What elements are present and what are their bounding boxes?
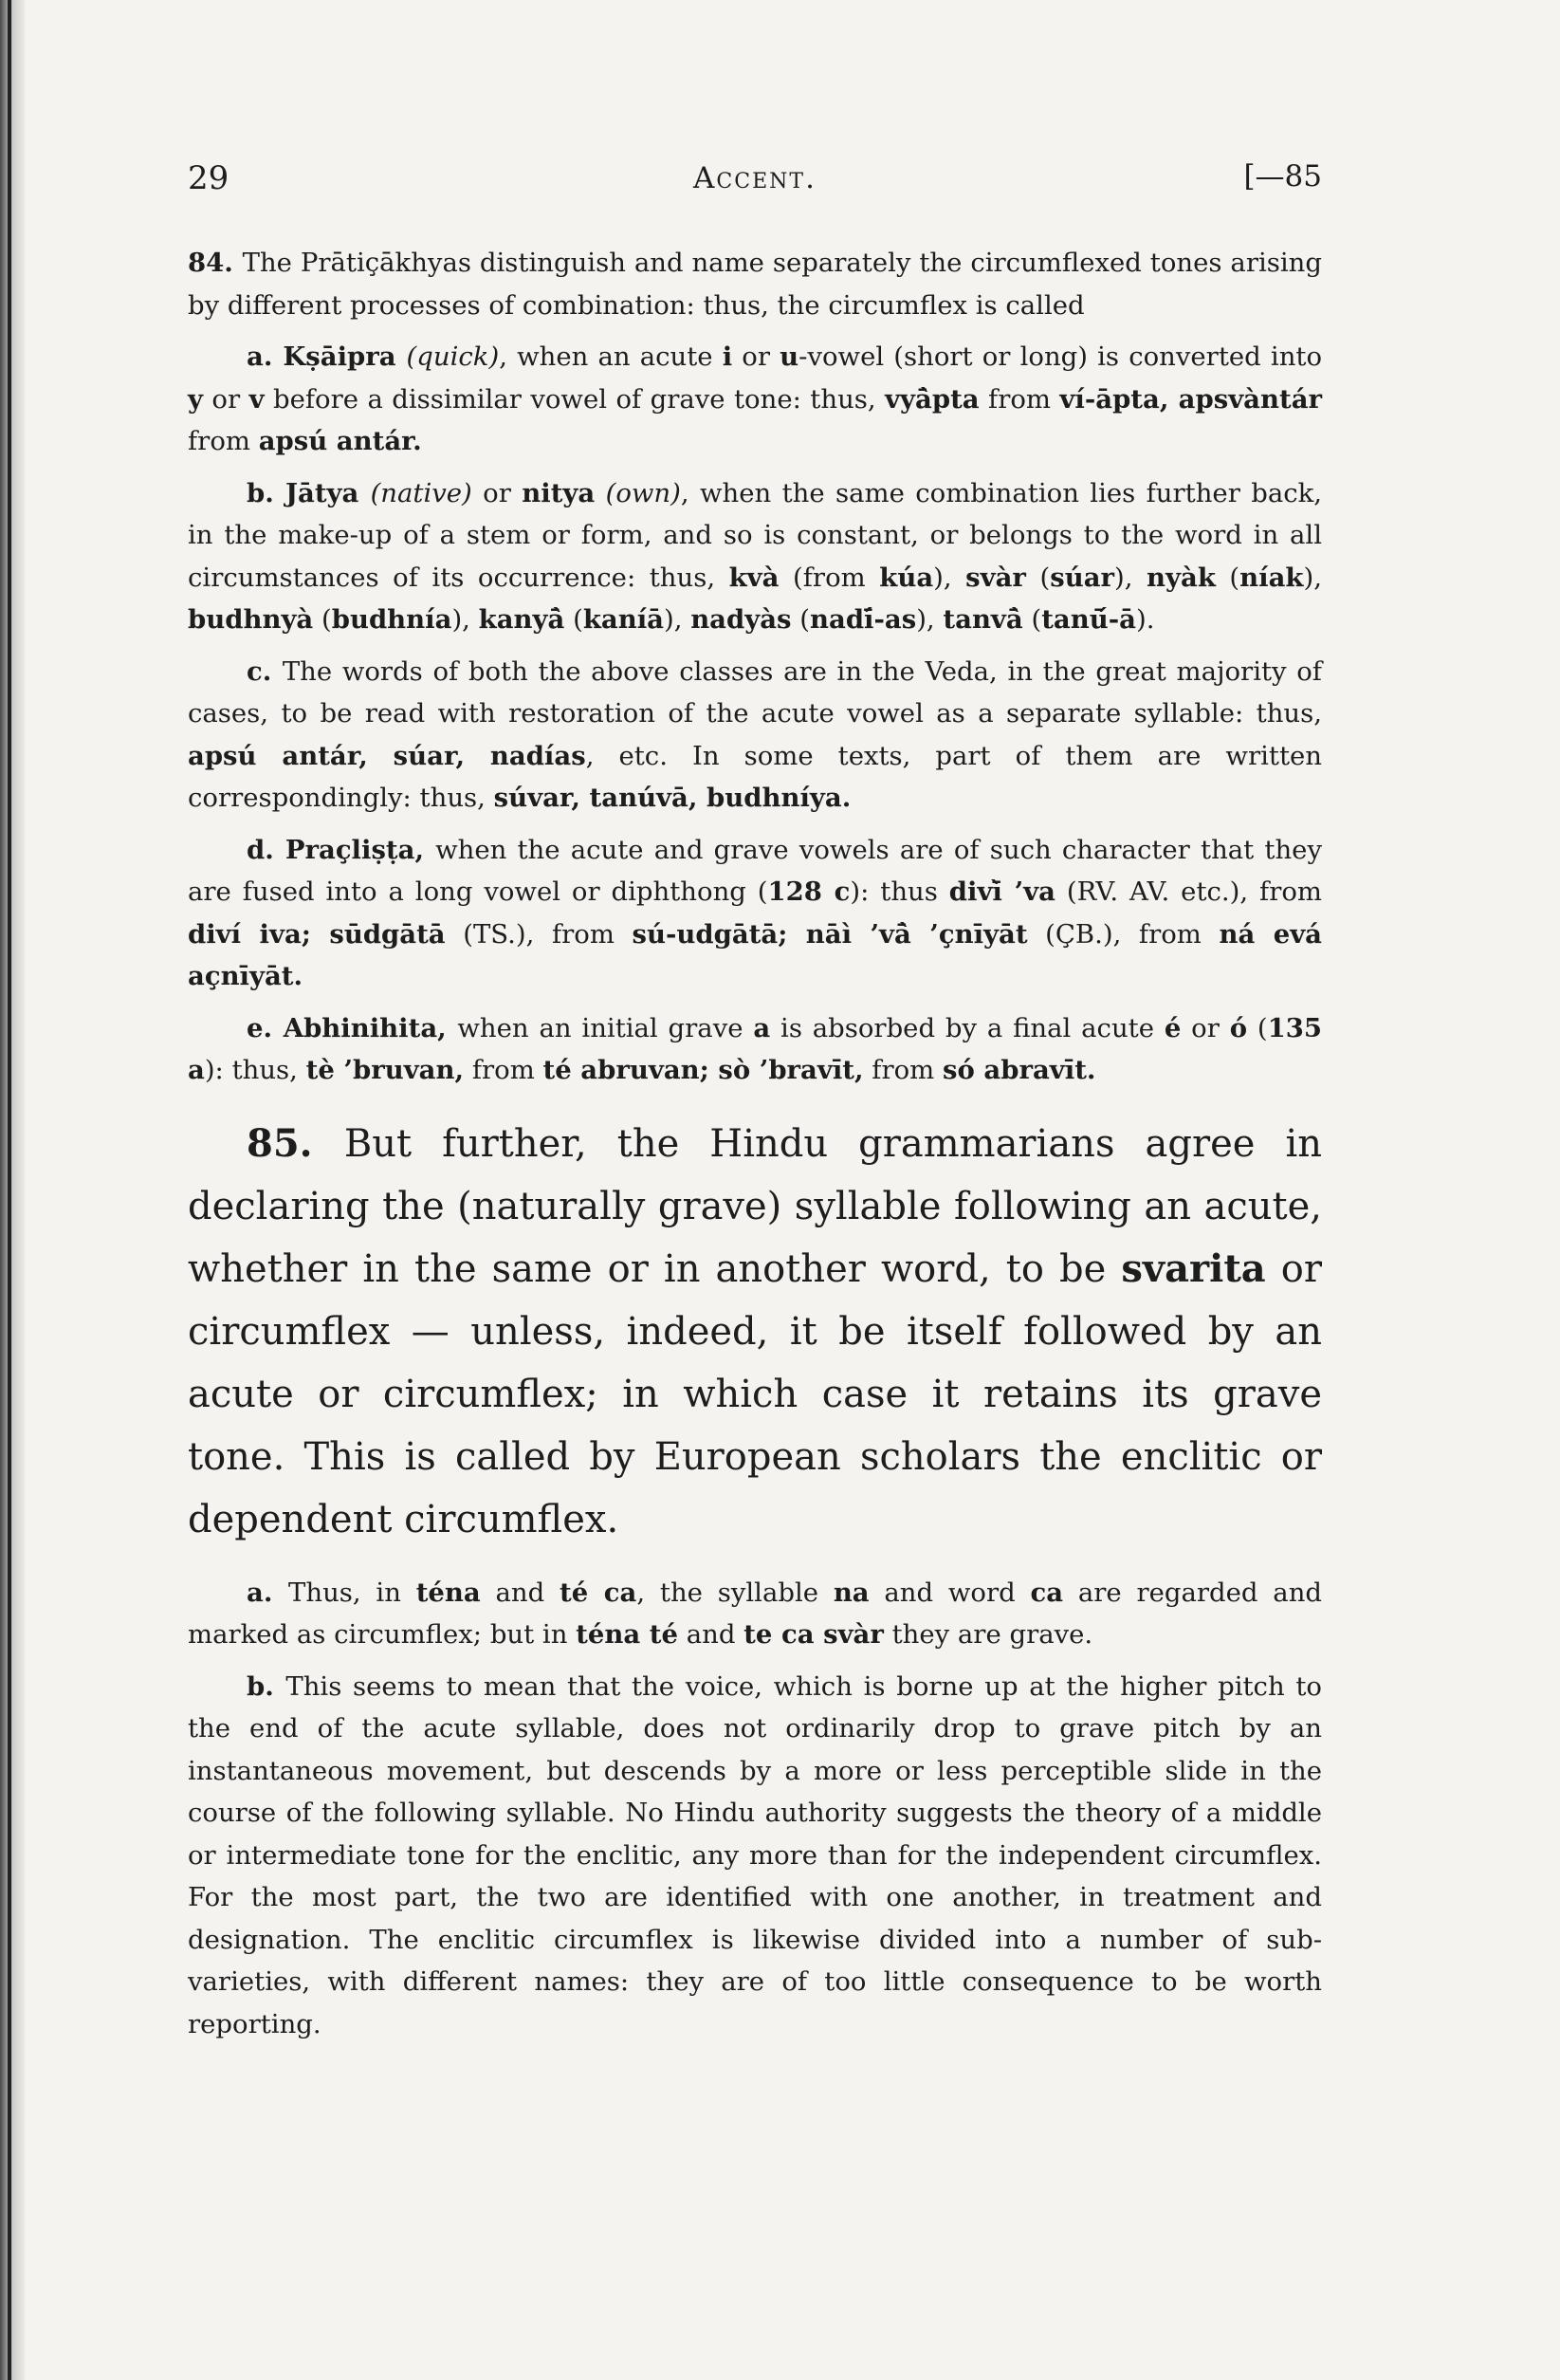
text-run: tanvā̀	[943, 604, 1023, 635]
text-run: 128 c	[767, 876, 851, 907]
text-run: súar	[1050, 562, 1115, 593]
text-run: ),	[451, 604, 479, 635]
text-run: c.	[247, 655, 283, 687]
text-run: ): thus,	[204, 1055, 306, 1085]
text-run: b.	[247, 1670, 286, 1702]
text-run: (own)	[605, 477, 681, 508]
text-run: (RV. AV. etc.), from	[1055, 876, 1322, 907]
text-run: -vowel (short or long) is converted into	[798, 341, 1323, 372]
para-84-intro	[188, 242, 1322, 326]
text-run: The Prātiçākhyas distinguish and name separately the circumflexed tones arising by different processes of combination: thus, the circumflex is called	[188, 248, 1322, 321]
text-run: (ÇB.), from	[1027, 918, 1220, 950]
text-run: nadī́-as	[810, 604, 917, 635]
text-run: ),	[916, 604, 944, 635]
para-85a	[188, 1572, 1322, 1656]
text-run: 135 a	[188, 1012, 1323, 1085]
text-run: , when an acute	[499, 341, 723, 372]
text-run: é	[1164, 1012, 1182, 1043]
running-title: Accent.	[693, 161, 817, 195]
para-84c	[188, 651, 1322, 820]
text-run: te ca svàr	[743, 1619, 884, 1650]
text-run: ),	[1303, 562, 1322, 593]
text-run: (from	[779, 562, 880, 593]
text-run: before a dissimilar vowel of grave tone: thus,	[264, 383, 886, 415]
text-run: kúa	[879, 562, 934, 593]
text-run: from	[464, 1055, 543, 1085]
text-run: they are grave.	[883, 1619, 1093, 1650]
text-run: a	[753, 1012, 771, 1043]
text-run: 85.	[247, 1120, 344, 1166]
text-run: 84.	[188, 248, 243, 278]
text-run: sú-udgātā; nāì ’vā̀ ’çnīyāt	[632, 918, 1028, 950]
text-run: Thus, in	[288, 1577, 416, 1608]
text-run: súvar, tanúvā, budhníya.	[493, 783, 852, 813]
text-run: a.	[247, 1577, 289, 1608]
scan-binding-line	[8, 0, 11, 2380]
text-run: (	[1022, 604, 1042, 635]
text-run: and word	[869, 1577, 1031, 1608]
text-run: or	[471, 477, 523, 508]
text-run: This seems to mean that the voice, which is borne up at the higher pitch to the end of the acute syllable, does not ordinarily drop to grave pitch by an instantaneous movement, but descends by a more or less perceptible slide in the course of the following syllable. No Hindu authority suggests the theory of a middle or intermediate tone for the enclitic, any more than for the independent circumflex. For the most part, the two are identified with one another, in treatment and designation. The enclitic circumflex is likewise divided into a number of sub-varieties, with different names: they are of too little consequence to be worth reporting.	[188, 1670, 1322, 2039]
section-reference: [—85	[1243, 159, 1322, 194]
text-run: tè ’bruvan,	[305, 1055, 465, 1085]
text-run: are regarded and marked as circumflex; but in	[188, 1577, 1323, 1650]
text-run: from	[979, 383, 1060, 415]
text-run: b. Jātya	[247, 477, 371, 508]
text-run: téna	[415, 1577, 481, 1608]
text-run: from	[863, 1055, 944, 1085]
text-run: , when the same combination lies further back, in the make-up of a stem or form, and so is constant, or belongs to the word in all circumstances of its occurrence: thus,	[188, 477, 1323, 593]
text-run: ): thus	[850, 876, 949, 907]
text-run: svarita	[1121, 1245, 1266, 1291]
text-run: tanū́-ā	[1041, 604, 1136, 635]
text-run: ó	[1229, 1012, 1248, 1043]
text-run: when an initial grave	[457, 1012, 754, 1043]
page-header	[188, 159, 1322, 207]
text-run: u	[780, 341, 799, 372]
para-85-main	[188, 1113, 1322, 1551]
text-run: ná evá açnīyāt.	[188, 918, 1323, 991]
text-run: nyàk	[1147, 562, 1216, 593]
para-84a-ksaipra	[188, 336, 1322, 463]
text-run: níak	[1239, 562, 1304, 593]
text-run: (	[313, 604, 332, 635]
text-run: ),	[663, 604, 691, 635]
text-run: té abruvan; sò ’bravīt,	[542, 1055, 864, 1085]
text-run: and	[480, 1577, 560, 1608]
text-run	[595, 478, 605, 508]
text-run: ca	[1030, 1577, 1064, 1608]
text-run: or	[1181, 1012, 1230, 1043]
text-run: té ca	[560, 1577, 637, 1608]
text-run: (quick)	[406, 341, 500, 372]
text-run: ).	[1135, 604, 1155, 635]
page-number: 29	[188, 159, 229, 197]
text-run: i	[722, 341, 733, 372]
text-run: ),	[1114, 562, 1147, 593]
scan-binding-edge	[0, 0, 25, 2380]
text-run: d. Praçliṣṭa,	[247, 834, 436, 865]
text-run: svàr	[965, 562, 1026, 593]
text-run: is absorbed by a final acute	[770, 1012, 1165, 1043]
text-run: when the acute and grave vowels are of such character that they are fused into a long vowel or diphthong (	[188, 834, 1322, 907]
text-run: (	[564, 604, 583, 635]
text-run: (TS.), from	[445, 918, 633, 950]
text-run: or	[732, 341, 780, 372]
text-run: , the syllable	[636, 1577, 834, 1608]
text-run: nadyàs	[690, 604, 792, 635]
para-85b	[188, 1666, 1322, 2046]
text-run: (	[791, 604, 810, 635]
text-run: kvà	[728, 562, 780, 593]
text-run: (	[1247, 1012, 1268, 1043]
text-run: na	[833, 1577, 870, 1608]
text-run: v	[248, 383, 265, 415]
para-84d-praclista	[188, 829, 1322, 998]
text-run: téna té	[576, 1619, 678, 1650]
para-84b-jatya	[188, 472, 1322, 641]
text-run: ),	[933, 562, 966, 593]
text-run: kaníā	[582, 604, 664, 635]
text-run: , etc. In some texts, part of them are written correspondingly: thus,	[188, 740, 1322, 813]
text-run: y	[188, 383, 203, 415]
para-84e-abhinihita	[188, 1007, 1322, 1092]
page-body	[188, 242, 1322, 2045]
text-run: or circumflex — unless, indeed, it be itself followed by an acute or circumflex; in which case it retains its grave tone. This is called by European scholars the enclitic or dependent circumflex.	[188, 1246, 1322, 1541]
text-run: a. Kṣāipra	[247, 341, 407, 372]
text-run: só abravīt.	[943, 1055, 1096, 1085]
text-run: nitya	[522, 477, 596, 508]
text-run: (	[1215, 562, 1240, 593]
text-run: (	[1025, 562, 1051, 593]
text-run: from	[188, 426, 259, 456]
text-run: apsú antár.	[258, 426, 422, 456]
text-run: ví-āpta, apsvàntár	[1059, 383, 1322, 415]
text-run: budhnyà	[188, 604, 314, 635]
text-run: But further, the Hindu grammarians agree in declaring the (naturally grave) syllable following an acute, whether in the same or in another word, to be	[188, 1121, 1323, 1291]
text-run: diví iva; sūdgātā	[188, 918, 446, 950]
text-run: apsú antár, súar, nadías	[188, 740, 586, 771]
text-run: or	[202, 383, 249, 415]
text-run: e. Abhinihita,	[247, 1012, 458, 1043]
text-run: divī̀ ’va	[948, 876, 1055, 907]
text-run: (native)	[370, 477, 472, 508]
text-run: budhnía	[331, 604, 452, 635]
text-run: and	[677, 1619, 744, 1650]
text-run: kanyā̀	[478, 604, 565, 635]
text-run: The words of both the above classes are in the Veda, in the great majority of cases, to be read with restoration of the acute vowel as a separate syllable: thus,	[188, 655, 1322, 729]
text-run: vyā̀pta	[885, 383, 980, 415]
